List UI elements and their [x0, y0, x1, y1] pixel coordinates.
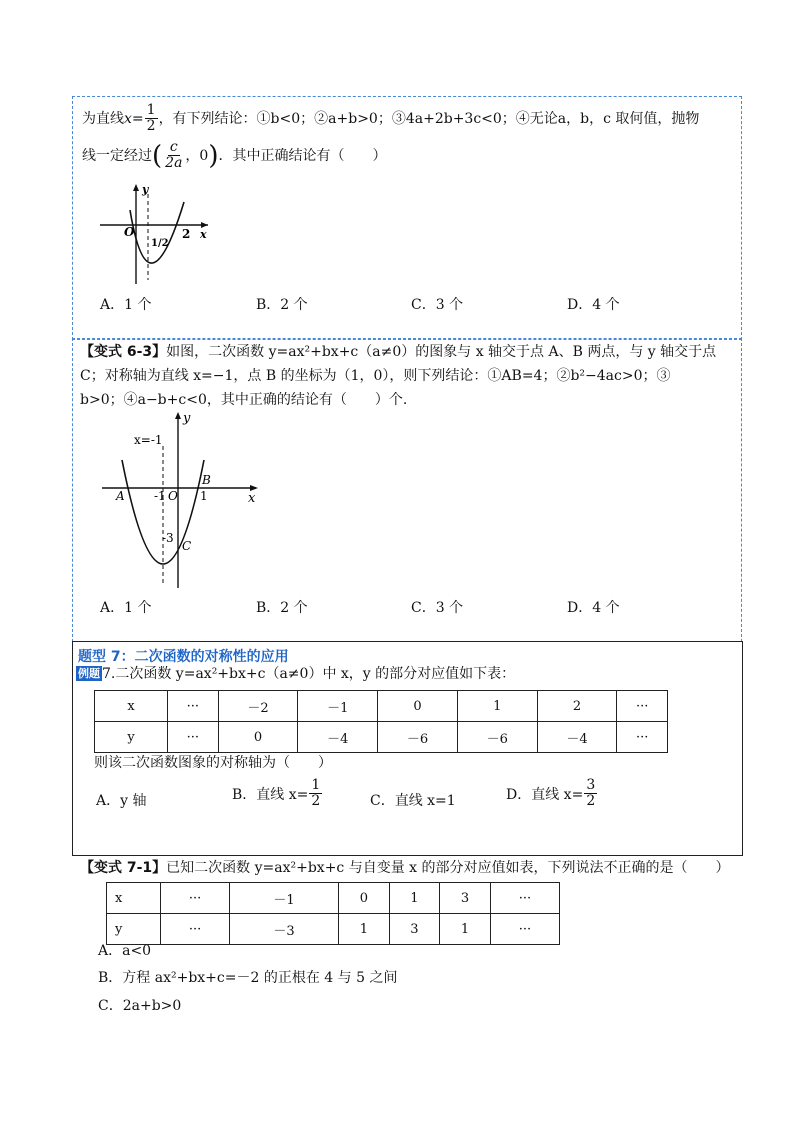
half-fraction: $\frac{1}{2}$: [146, 102, 156, 135]
q6-parabola-graph: [96, 180, 216, 290]
table-cell: ···: [490, 883, 559, 914]
type-7-option-c: C．直线 x=1: [370, 793, 456, 809]
type-7-option-b: B．直线 x= $\frac{1}{2}$: [232, 777, 321, 810]
type-7-value-table: [94, 690, 668, 753]
origin-label: O: [124, 225, 135, 239]
q6-option-d: D．4 个: [567, 297, 620, 313]
table-cell: ···: [161, 883, 230, 914]
table-cell: x: [107, 883, 161, 914]
half-label: 1/2: [151, 238, 169, 249]
table-cell: ···: [168, 691, 219, 722]
table-row: [95, 691, 668, 722]
point-c-label: C: [182, 539, 192, 553]
y-axis-label: y: [142, 183, 149, 196]
variant-7-1-value-table: [106, 882, 560, 945]
table-cell: y: [95, 722, 168, 753]
variant-6-3-line-1: 【变式 6-3】如图，二次函数 y=ax²+bx+c（a≠0）的图象与 x 轴交于点 A、B 两点，与 y 轴交于点: [80, 344, 717, 360]
table-cell: ···: [490, 914, 559, 945]
table-cell: －4: [298, 722, 378, 753]
table-cell: 1: [457, 691, 537, 722]
q6-option-a: A．1 个: [100, 297, 152, 313]
variant-6-3-line-2: C；对称轴为直线 x=−1，点 B 的坐标为（1，0），则下列结论：①AB=4；②b²−4ac>0；③: [80, 368, 671, 384]
table-row: [107, 883, 560, 914]
minus-three-label: -3: [162, 531, 174, 545]
table-row: [107, 914, 560, 945]
table-cell: 3: [440, 883, 491, 914]
q6-line-1: 为直线x= $\frac{1}{2}$ ，有下列结论：①b<0；②a+b>0；③4a+2b+3c<0；④无论a，b，c 取何值，抛物: [82, 102, 700, 135]
type-7-title: 题型 7：二次函数的对称性的应用: [78, 649, 289, 665]
b-fraction: $\frac{1}{2}$: [311, 777, 321, 810]
one-label: 1: [200, 489, 208, 503]
table-cell: ···: [617, 722, 668, 753]
table-cell: －2: [218, 691, 298, 722]
d-fraction: $\frac{3}{2}$: [586, 777, 596, 810]
two-label: 2: [182, 227, 191, 241]
table-cell: ···: [617, 691, 668, 722]
minus-one-label: -1: [154, 489, 166, 503]
q6-option-c: C．3 个: [411, 297, 464, 313]
x-axis-label: x: [248, 491, 256, 506]
table-cell: y: [107, 914, 161, 945]
variant-6-3-option-c: C．3 个: [411, 600, 464, 616]
variant-6-3-option-d: D．4 个: [567, 600, 620, 616]
type-7-option-d: D．直线 x= $\frac{3}{2}$: [506, 777, 596, 810]
variant-6-3-option-a: A．1 个: [100, 600, 152, 616]
x-axis-label: x: [200, 228, 207, 241]
table-cell: 1: [339, 914, 390, 945]
variant-7-1-option-b: B．方程 ax²+bx+c=－2 的正根在 4 与 5 之间: [98, 970, 398, 986]
c-over-2a-fraction: $\frac{c}{2a}$: [165, 139, 183, 172]
table-cell: －6: [378, 722, 458, 753]
variant-6-3-parabola-graph: [96, 408, 266, 594]
table-cell: －3: [230, 914, 339, 945]
variant-7-1-option-c: C．2a+b>0: [98, 998, 182, 1014]
table-cell: －1: [230, 883, 339, 914]
table-cell: ···: [161, 914, 230, 945]
table-cell: －1: [298, 691, 378, 722]
table-cell: 2: [537, 691, 617, 722]
symmetry-axis-label: x=-1: [134, 433, 163, 447]
variant-7-1-option-a: A．a<0: [98, 943, 152, 959]
table-row: [95, 722, 668, 753]
variant-6-3-option-b: B．2 个: [256, 600, 308, 616]
variant-6-3-line-3: b>0；④a−b+c<0，其中正确的结论有（ ）个.: [80, 392, 408, 408]
point-b-label: B: [202, 473, 211, 487]
variant-6-3-tag: 【变式 6-3】: [80, 344, 167, 360]
variant-7-1-line: 【变式 7-1】已知二次函数 y=ax²+bx+c 与自变量 x 的部分对应值如表，下列说法不正确的是（ ）: [80, 860, 730, 876]
point-a-label: A: [116, 489, 125, 503]
type-7-option-a: A．y 轴: [96, 793, 147, 809]
q6-option-b: B．2 个: [256, 297, 308, 313]
table-cell: 0: [339, 883, 390, 914]
type-7-after-text: 则该二次函数图象的对称轴为（ ）: [94, 755, 332, 771]
table-cell: ···: [168, 722, 219, 753]
table-cell: －4: [537, 722, 617, 753]
table-cell: 1: [389, 883, 440, 914]
origin-label: O: [168, 489, 178, 503]
table-cell: －6: [457, 722, 537, 753]
q6-line-2: 线一定经过( $\frac{c}{2a}$ ，0)．其中正确结论有（ ）: [82, 139, 387, 172]
table-cell: 1: [440, 914, 491, 945]
table-cell: 0: [218, 722, 298, 753]
variant-7-1-tag: 【变式 7-1】: [80, 860, 167, 876]
table-cell: 3: [389, 914, 440, 945]
example-tag: 例题: [78, 667, 100, 680]
y-axis-label: y: [183, 411, 191, 426]
table-cell: 0: [378, 691, 458, 722]
table-cell: x: [95, 691, 168, 722]
type-7-question: 7.二次函数 y=ax²+bx+c（a≠0）中 x，y 的部分对应值如下表：: [102, 666, 516, 682]
